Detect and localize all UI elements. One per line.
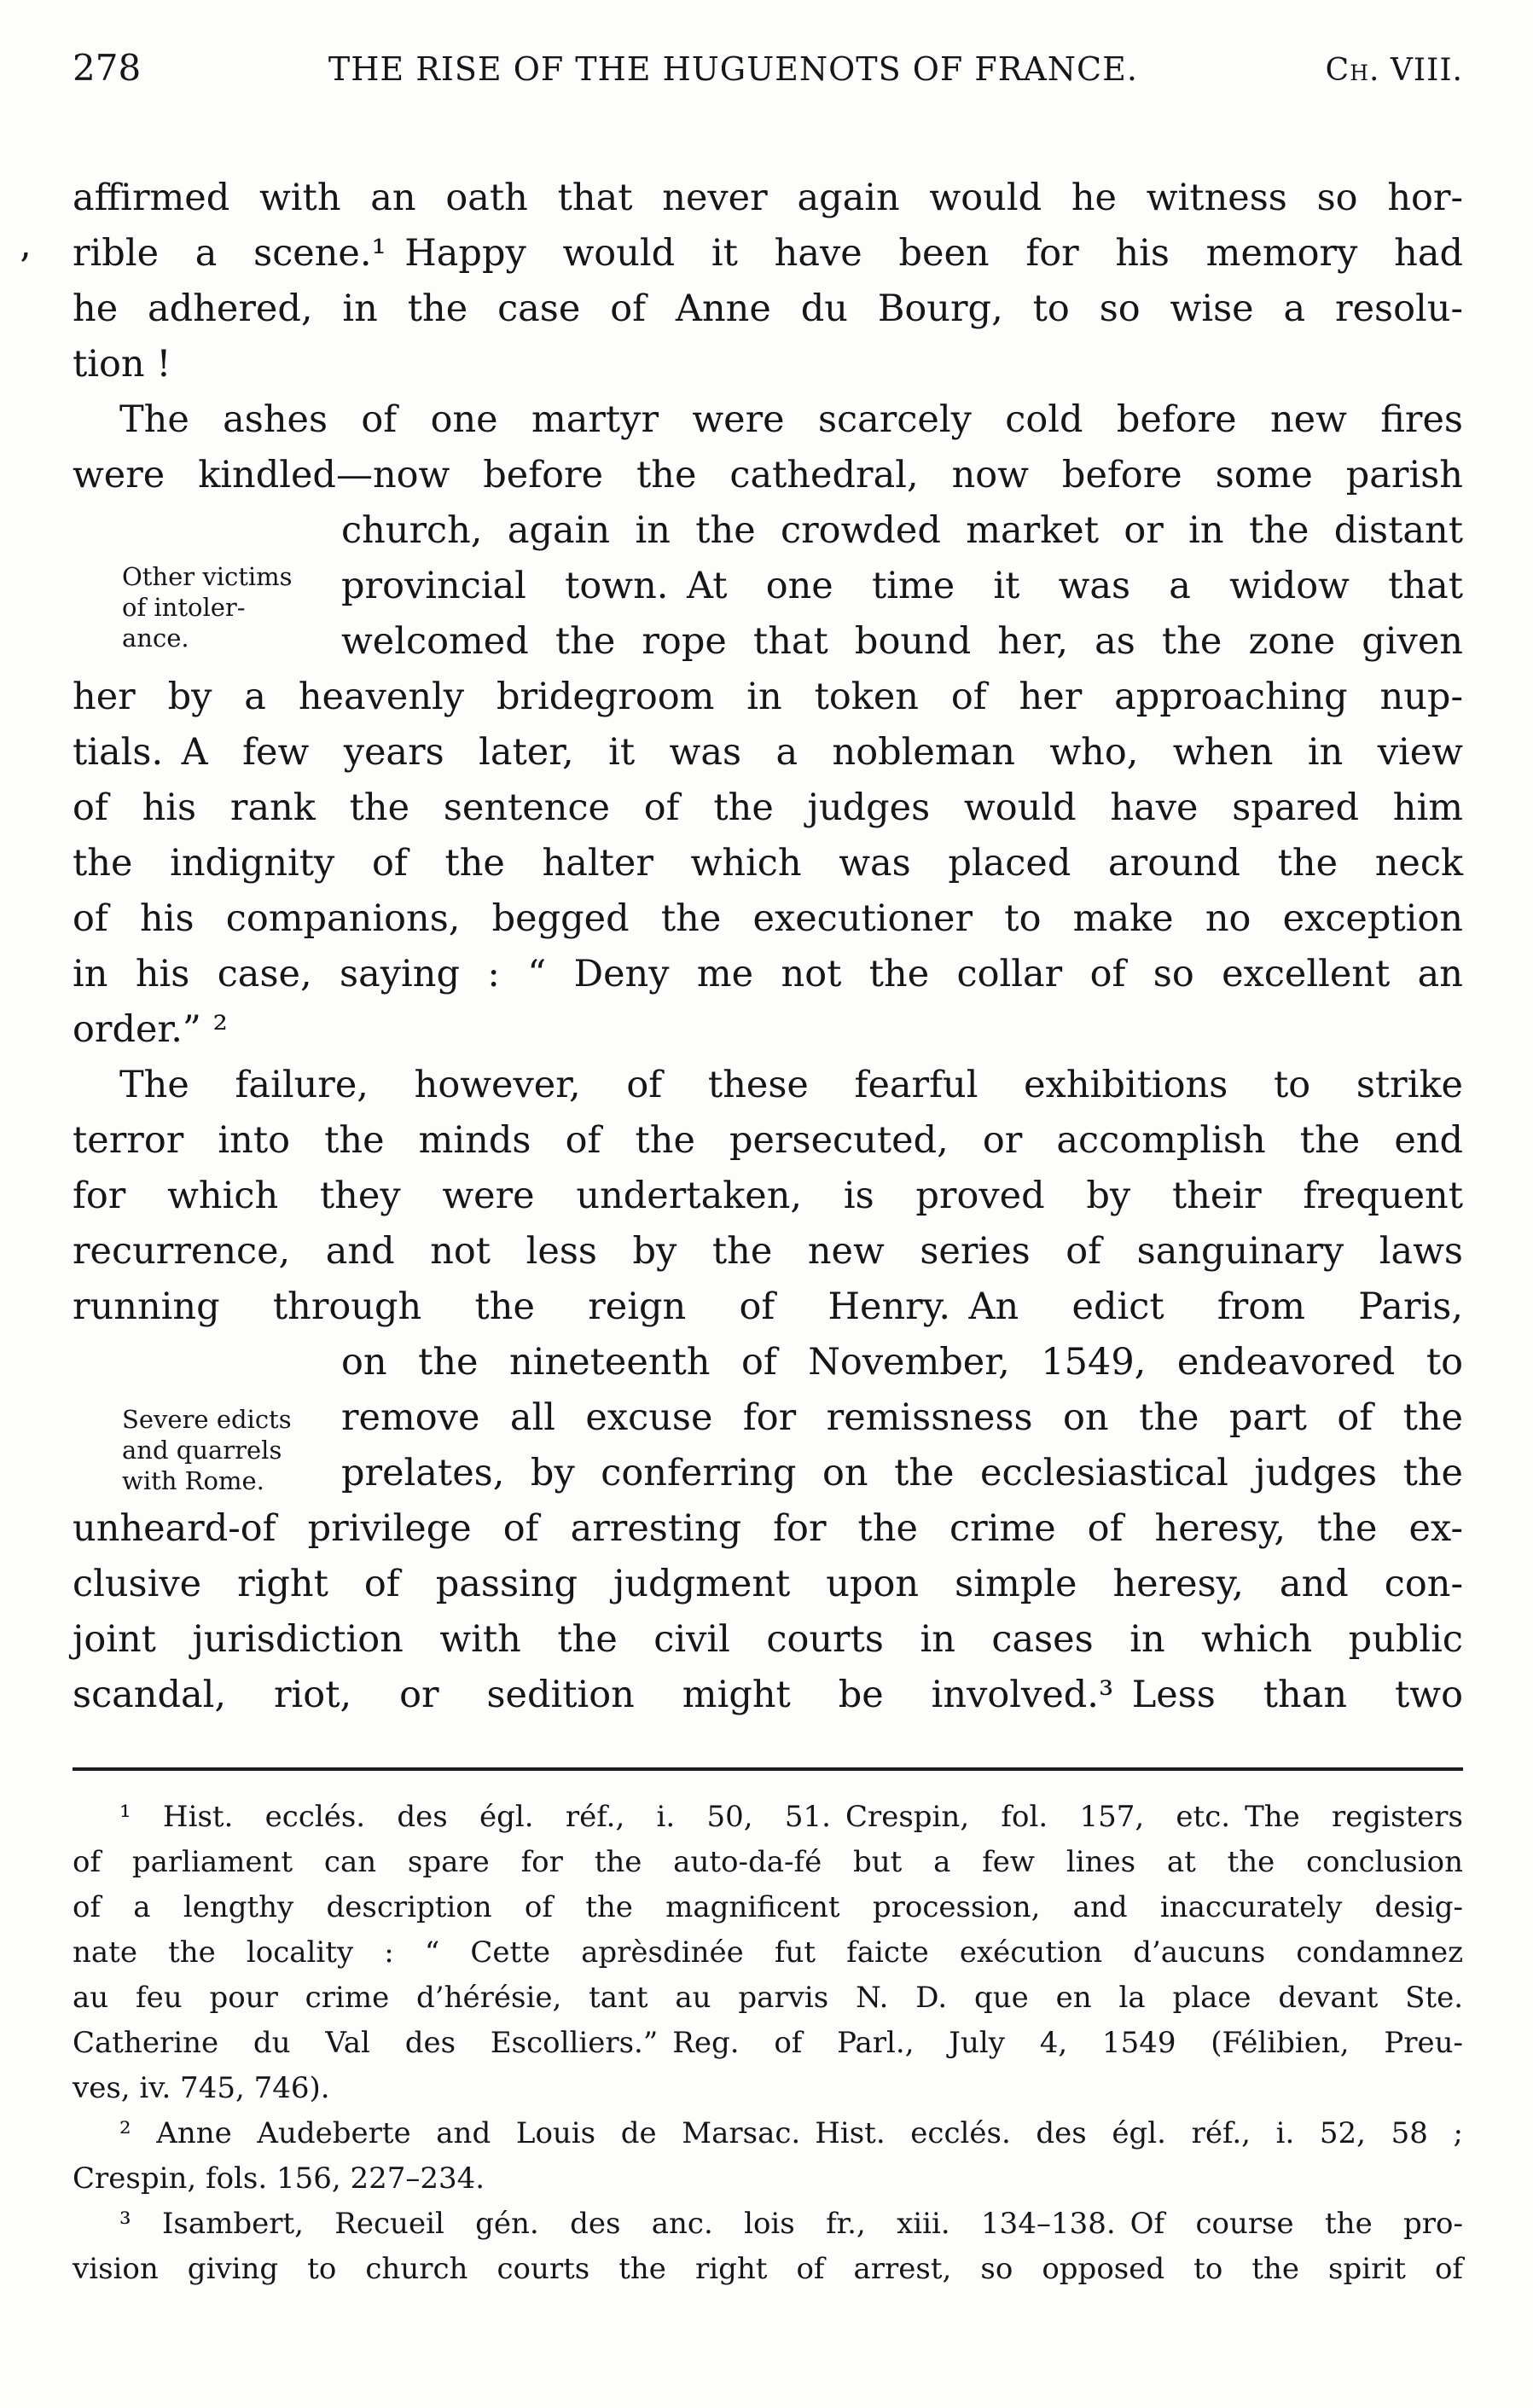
body-text-line: order.” ² — [73, 1008, 228, 1051]
page-number: 278 — [73, 47, 142, 89]
footnote-line: of parliament can spare for the auto-da-fé but a few lines at the conclusion — [73, 1845, 1463, 1879]
body-text-line: of his companions, begged the executioner to make no exception — [73, 897, 1463, 940]
body-text-line: he adhered, in the case of Anne du Bourg, to so wise a resolu- — [73, 287, 1463, 330]
body-text-line: recurrence, and not less by the new series of sanguinary laws — [73, 1230, 1463, 1273]
sidenote-other-victims — [122, 561, 369, 653]
body-text-line: The ashes of one martyr were scarcely cold before new fires — [119, 398, 1463, 441]
footnote-line: of a lengthy description of the magnificent procession, and inaccurately desig- — [73, 1890, 1463, 1924]
sidenote-severe-edicts — [122, 1404, 369, 1496]
footnote-line: ves, iv. 745, 746). — [73, 2071, 330, 2105]
sidenote-line: Severe edicts — [122, 1405, 292, 1434]
body-text-line: remove all excuse for remissness on the part of the — [341, 1396, 1463, 1439]
body-text-line: of his rank the sentence of the judges would have spared him — [73, 786, 1463, 829]
body-text-line: terror into the minds of the persecuted, or accomplish the end — [73, 1119, 1463, 1162]
body-text-line: her by a heavenly bridegroom in token of her approaching nup- — [73, 676, 1463, 718]
footnote-line: au feu pour crime d’hérésie, tant au parvis N. D. que en la place devant Ste. — [73, 1981, 1463, 2015]
sidenote-line: and quarrels — [122, 1436, 282, 1465]
footnote-line: ¹ Hist. ecclés. des égl. réf., i. 50, 51. Crespin, fol. 157, etc. The registers — [119, 1800, 1463, 1834]
body-text-line: church, again in the crowded market or in the distant — [341, 509, 1463, 552]
running-head — [73, 47, 1463, 89]
footnote-line: nate the locality : “ Cette aprèsdinée fut faicte exécution d’aucuns condamnez — [73, 1935, 1463, 1970]
body-text-line: The failure, however, of these fearful exhibitions to strike — [119, 1064, 1463, 1106]
footnote-line: ³ Isambert, Recueil gén. des anc. lois fr., xiii. 134–138. Of course the pro- — [119, 2207, 1463, 2241]
body-text-line: unheard-of privilege of arresting for the crime of heresy, the ex- — [73, 1507, 1463, 1550]
footnote-line: vision giving to church courts the right of arrest, so opposed to the spirit of — [73, 2252, 1463, 2286]
body-text-line: joint jurisdiction with the civil courts in cases in which public — [73, 1618, 1463, 1661]
body-text-line: rible a scene.¹ Happy would it have been for his memory had — [73, 232, 1463, 275]
sidenote-line: Other victims — [122, 562, 293, 591]
stray-ink-mark: ’ — [19, 246, 31, 289]
body-text-line: running through the reign of Henry. An edict from Paris, — [73, 1285, 1463, 1328]
body-text-line: welcomed the rope that bound her, as the zone given — [341, 620, 1463, 663]
body-text-line: in his case, saying : “ Deny me not the collar of so excellent an — [73, 953, 1463, 995]
chapter-label: Ch. VIII. — [1325, 53, 1463, 88]
body-text-line: tion ! — [73, 343, 171, 386]
sidenote-line: of intoler- — [122, 593, 246, 622]
running-title: THE RISE OF THE HUGUENOTS OF FRANCE. — [328, 50, 1138, 88]
footnote-separator — [73, 1767, 1463, 1771]
body-text-line: for which they were undertaken, is proved by their frequent — [73, 1175, 1463, 1217]
body-text-line: affirmed with an oath that never again would he witness so hor- — [73, 177, 1463, 219]
sidenote-line: ance. — [122, 624, 189, 653]
body-text-line: scandal, riot, or sedition might be involved.³ Less than two — [73, 1674, 1463, 1716]
sidenote-line: with Rome. — [122, 1466, 264, 1495]
body-text-line: tials. A few years later, it was a nobleman who, when in view — [73, 731, 1463, 774]
body-text-line: the indignity of the halter which was placed around the neck — [73, 842, 1463, 885]
body-text — [73, 171, 1463, 2292]
body-text-line: prelates, by conferring on the ecclesiastical judges the — [341, 1452, 1463, 1494]
footnote-line: Catherine du Val des Escolliers.” Reg. of Parl., July 4, 1549 (Félibien, Preu- — [73, 2026, 1463, 2060]
body-text-line: were kindled—now before the cathedral, now before some parish — [73, 454, 1463, 496]
footnote-line: ² Anne Audeberte and Louis de Marsac. Hist. ecclés. des égl. réf., i. 52, 58 ; — [119, 2116, 1463, 2150]
body-text-line: provincial town. At one time it was a widow that — [341, 565, 1463, 607]
body-text-line: on the nineteenth of November, 1549, endeavored to — [341, 1341, 1463, 1384]
body-text-line: clusive right of passing judgment upon simple heresy, and con- — [73, 1563, 1463, 1605]
footnotes — [73, 1795, 1463, 2292]
footnote-line: Crespin, fols. 156, 227–234. — [73, 2161, 485, 2196]
